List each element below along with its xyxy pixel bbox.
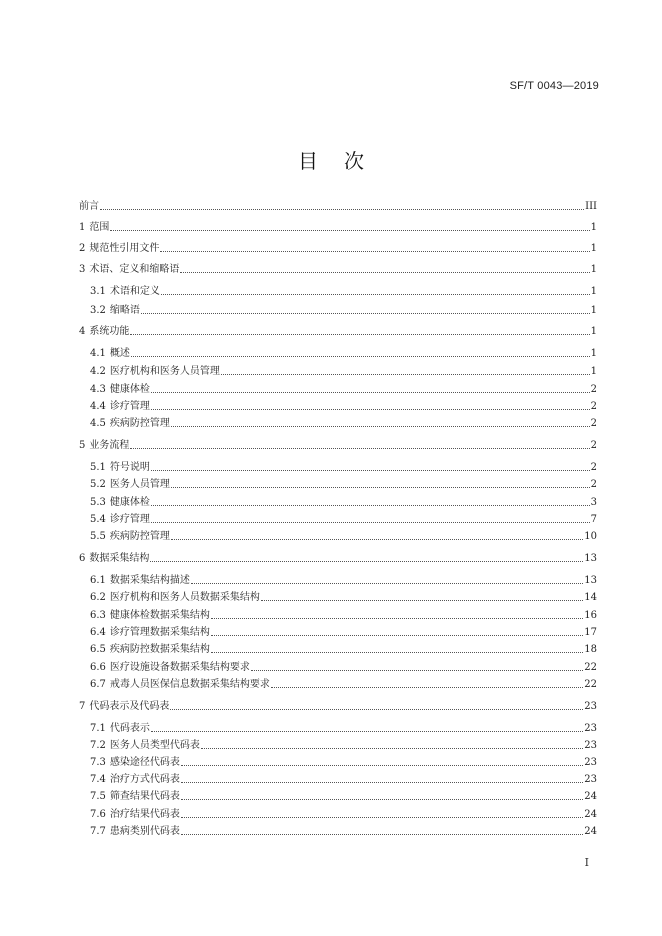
toc-entry-title: 代码表示: [109, 723, 150, 734]
toc-entry-label: [90, 531, 170, 543]
toc-entry-number: 6.1: [90, 575, 106, 586]
toc-entry-label: [90, 592, 260, 604]
toc-entry-page: 18: [584, 644, 597, 655]
toc-entry-page: 23: [584, 740, 597, 751]
toc-entry[interactable]: [90, 512, 597, 526]
toc-entry-number: 7.5: [90, 791, 106, 802]
toc-entry[interactable]: [90, 284, 597, 298]
toc-leader-dots: [181, 782, 583, 783]
toc-leader-dots: [271, 687, 583, 688]
toc-entry-label: [90, 348, 130, 360]
toc-entry-number: 6.7: [90, 679, 106, 690]
toc-entry[interactable]: [90, 590, 597, 604]
toc-entry-number: 7: [79, 701, 86, 712]
toc-leader-dots: [181, 765, 583, 766]
toc-entry-title: 筛查结果代码表: [109, 791, 180, 802]
toc-entry-page: 23: [584, 723, 597, 734]
toc-entry-number: 6.2: [90, 592, 106, 603]
toc-entry-label: [90, 479, 170, 491]
toc-leader-dots: [151, 505, 590, 506]
toc-entry-page: 24: [584, 791, 597, 802]
toc-entry-label: [90, 757, 180, 769]
toc-entry-label: [79, 222, 109, 234]
toc-leader-dots: [221, 374, 590, 375]
toc-entry-page: 1: [590, 264, 597, 275]
toc-entry-number: 6: [79, 553, 86, 564]
toc-leader-dots: [151, 470, 590, 471]
toc-entry-page: 1: [590, 366, 597, 377]
toc-entry-title: 术语、定义和缩略语: [89, 264, 180, 275]
toc-entry-number: 3: [79, 264, 86, 275]
toc-entry-label: [79, 264, 179, 276]
toc-entry-number: 7.1: [90, 723, 106, 734]
toc-entry[interactable]: [90, 824, 597, 838]
toc-entry-label: [90, 723, 150, 735]
toc-entry-label: [79, 701, 169, 713]
toc-entry-page: 13: [584, 575, 597, 586]
toc-entry-title: 医疗设施设备数据采集结构要求: [109, 662, 250, 673]
toc-entry[interactable]: [79, 241, 597, 255]
toc-leader-dots: [160, 251, 589, 252]
toc-entry-label: [90, 497, 150, 509]
toc-entry-page: 2: [590, 479, 597, 490]
toc-entry[interactable]: [90, 738, 597, 752]
toc-entry-title: 规范性引用文件: [89, 243, 160, 254]
toc-entry-page: 3: [590, 497, 597, 508]
toc-entry-number: 3.2: [90, 305, 106, 316]
toc-entry-number: 7.3: [90, 757, 106, 768]
toc-entry-title: 患病类别代码表: [109, 826, 180, 837]
toc-entry[interactable]: [90, 346, 597, 360]
toc-entry-title: 医务人员管理: [109, 479, 170, 490]
toc-entry-number: 4.5: [90, 418, 106, 429]
toc-entry-page: 22: [584, 662, 597, 673]
toc-entry-title: 缩略语: [109, 305, 140, 316]
toc-entry-label: [90, 575, 190, 587]
toc-entry-number: 6.6: [90, 662, 106, 673]
toc-entry-page: 1: [590, 348, 597, 359]
toc-entry-title: 诊疗管理: [109, 514, 150, 525]
toc-entry-page: 13: [584, 553, 597, 564]
toc-entry[interactable]: [90, 807, 597, 821]
toc-entry[interactable]: [90, 364, 597, 378]
toc-entry-number: 4.1: [90, 348, 106, 359]
toc-entry-title: 诊疗管理数据采集结构: [109, 627, 210, 638]
toc-entry-label: [90, 679, 270, 691]
toc-entry-page: 1: [590, 286, 597, 297]
toc-entry[interactable]: [90, 460, 597, 474]
toc-entry-label: [90, 462, 150, 474]
toc-entry-number: 7.7: [90, 826, 106, 837]
toc-entry-page: 2: [590, 401, 597, 412]
toc-entry[interactable]: [90, 721, 597, 735]
toc-entry[interactable]: [79, 324, 597, 338]
toc-entry-title: 感染途径代码表: [109, 757, 180, 768]
toc-entry[interactable]: [90, 399, 597, 413]
page-title: 目次: [298, 149, 390, 173]
toc-entry-label: [90, 401, 150, 413]
toc-entry-number: 4.3: [90, 384, 106, 395]
toc-entry[interactable]: [90, 573, 597, 587]
toc-entry-page: 14: [584, 592, 597, 603]
toc-entry-page: 1: [590, 222, 597, 233]
toc-entry-label: [90, 662, 250, 674]
toc-entry-label: [90, 286, 160, 298]
toc-leader-dots: [211, 635, 583, 636]
toc-entry[interactable]: [90, 608, 597, 622]
toc-leader-dots: [211, 652, 583, 653]
toc-entry-title: 前言: [79, 201, 99, 212]
toc-entry-number: 5.5: [90, 531, 106, 542]
toc-entry-label: [79, 326, 129, 338]
toc-entry-page: 23: [584, 701, 597, 712]
toc-entry[interactable]: [90, 660, 597, 674]
toc-entry[interactable]: [90, 529, 597, 543]
toc-entry-label: [90, 610, 210, 622]
toc-leader-dots: [150, 561, 583, 562]
toc-entry-label: [90, 774, 180, 786]
toc-entry[interactable]: [90, 642, 597, 656]
toc-entry-number: 6.4: [90, 627, 106, 638]
toc-entry-label: [90, 627, 210, 639]
toc-entry-title: 健康体检数据采集结构: [109, 610, 210, 621]
toc-leader-dots: [151, 392, 590, 393]
toc-entry-number: 6.3: [90, 610, 106, 621]
toc-entry[interactable]: [79, 220, 597, 234]
toc-entry-title: 系统功能: [89, 326, 130, 337]
toc-entry-title: 健康体检: [109, 384, 150, 395]
toc-entry-title: 代码表示及代码表: [89, 701, 170, 712]
toc-entry[interactable]: [79, 438, 597, 452]
toc-entry-label: [90, 809, 180, 821]
toc-entry-page: 1: [590, 305, 597, 316]
toc-entry-number: 4: [79, 326, 86, 337]
toc-leader-dots: [131, 356, 590, 357]
toc-entry-page: 22: [584, 679, 597, 690]
toc-entry[interactable]: [79, 262, 597, 276]
toc-leader-dots: [151, 731, 583, 732]
toc-leader-dots: [171, 539, 583, 540]
toc-entry-number: 5: [79, 440, 86, 451]
toc-leader-dots: [100, 209, 584, 210]
toc-entry[interactable]: [79, 699, 597, 713]
toc-entry[interactable]: [79, 551, 597, 565]
toc-entry[interactable]: [90, 303, 597, 317]
toc-entry-title: 疾病防控数据采集结构: [109, 644, 210, 655]
toc-entry-number: 5.4: [90, 514, 106, 525]
toc-entry-page: 1: [590, 326, 597, 337]
toc-entry[interactable]: [90, 382, 597, 396]
toc-entry-page: III: [585, 201, 597, 212]
toc-entry-page: 2: [590, 418, 597, 429]
toc-entry-label: [90, 366, 220, 378]
toc-entry-number: 5.2: [90, 479, 106, 490]
toc-entry-title: 概述: [109, 348, 130, 359]
toc-entry-page: 16: [584, 610, 597, 621]
toc-entry-page: 17: [584, 627, 597, 638]
toc-entry-title: 符号说明: [109, 462, 150, 473]
toc-entry-title: 医疗机构和医务人员数据采集结构: [109, 592, 260, 603]
toc-entry-label: [90, 514, 150, 526]
toc-entry-number: 7.6: [90, 809, 106, 820]
toc-entry-label: [79, 243, 159, 255]
toc-entry-label: [90, 384, 150, 396]
toc-entry-title: 数据采集结构: [89, 553, 150, 564]
toc-leader-dots: [130, 448, 589, 449]
toc-entry-label: [90, 644, 210, 656]
toc-leader-dots: [211, 618, 583, 619]
toc-leader-dots: [191, 583, 583, 584]
page-number: I: [584, 856, 589, 869]
toc-entry[interactable]: [90, 677, 597, 691]
toc-entry-label: [90, 740, 200, 752]
toc-entry-page: 1: [590, 243, 597, 254]
toc-leader-dots: [151, 409, 590, 410]
toc-entry[interactable]: [90, 495, 597, 509]
toc-leader-dots: [110, 230, 589, 231]
toc-entry-title: 术语和定义: [109, 286, 160, 297]
toc-entry-title: 数据采集结构描述: [109, 575, 190, 586]
toc-entry-number: 1: [79, 222, 86, 233]
toc-entry-title: 诊疗管理: [109, 401, 150, 412]
toc-entry-page: 23: [584, 774, 597, 785]
toc-entry-page: 24: [584, 809, 597, 820]
toc-entry-label: [90, 791, 180, 803]
toc-leader-dots: [261, 600, 583, 601]
toc-entry-title: 治疗方式代码表: [109, 774, 180, 785]
toc-entry-page: 2: [590, 462, 597, 473]
toc-leader-dots: [171, 487, 590, 488]
toc-entry[interactable]: [90, 772, 597, 786]
toc-entry-page: 24: [584, 826, 597, 837]
toc-entry-page: 10: [584, 531, 597, 542]
toc-leader-dots: [180, 272, 589, 273]
toc-entry-title: 范围: [89, 222, 110, 233]
toc-entry-page: 23: [584, 757, 597, 768]
toc-entry-label: [90, 305, 140, 317]
toc-entry-title: 健康体检: [109, 497, 150, 508]
toc-leader-dots: [181, 834, 583, 835]
toc-entry-number: 5.3: [90, 497, 106, 508]
toc-leader-dots: [141, 313, 590, 314]
toc-entry-title: 疾病防控管理: [109, 418, 170, 429]
toc-entry-title: 业务流程: [89, 440, 130, 451]
toc-entry-page: 2: [590, 384, 597, 395]
toc-leader-dots: [201, 748, 583, 749]
toc-entry-label: [79, 201, 99, 213]
toc-leader-dots: [161, 294, 590, 295]
toc-entry-number: 3.1: [90, 286, 106, 297]
toc-entry[interactable]: [90, 416, 597, 430]
toc-leader-dots: [171, 426, 590, 427]
toc-entry-label: [79, 440, 129, 452]
toc-entry[interactable]: [90, 477, 597, 491]
toc-leader-dots: [170, 709, 583, 710]
toc-leader-dots: [181, 817, 583, 818]
toc-entry-title: 医务人员类型代码表: [109, 740, 200, 751]
toc-entry-label: [90, 826, 180, 838]
toc-leader-dots: [151, 522, 590, 523]
document-code: SF/T 0043—2019: [509, 80, 599, 92]
toc-leader-dots: [130, 334, 589, 335]
toc-entry-page: 2: [590, 440, 597, 451]
toc-entry[interactable]: [90, 789, 597, 803]
toc-entry-number: 7.2: [90, 740, 106, 751]
toc-entry-number: 4.4: [90, 401, 106, 412]
toc-entry[interactable]: [79, 199, 597, 213]
toc-entry[interactable]: [90, 625, 597, 639]
toc-entry-number: 2: [79, 243, 86, 254]
toc-leader-dots: [181, 799, 583, 800]
toc-entry-label: [79, 553, 149, 565]
toc-entry-title: 戒毒人员医保信息数据采集结构要求: [109, 679, 270, 690]
toc-entry[interactable]: [90, 755, 597, 769]
toc-entry-number: 4.2: [90, 366, 106, 377]
toc-entry-number: 5.1: [90, 462, 106, 473]
toc-entry-number: 6.5: [90, 644, 106, 655]
toc-leader-dots: [251, 670, 583, 671]
toc-entry-title: 治疗结果代码表: [109, 809, 180, 820]
toc-entry-label: [90, 418, 170, 430]
toc-entry-number: 7.4: [90, 774, 106, 785]
toc-entry-page: 7: [590, 514, 597, 525]
toc-entry-title: 医疗机构和医务人员管理: [109, 366, 220, 377]
toc-entry-title: 疾病防控管理: [109, 531, 170, 542]
